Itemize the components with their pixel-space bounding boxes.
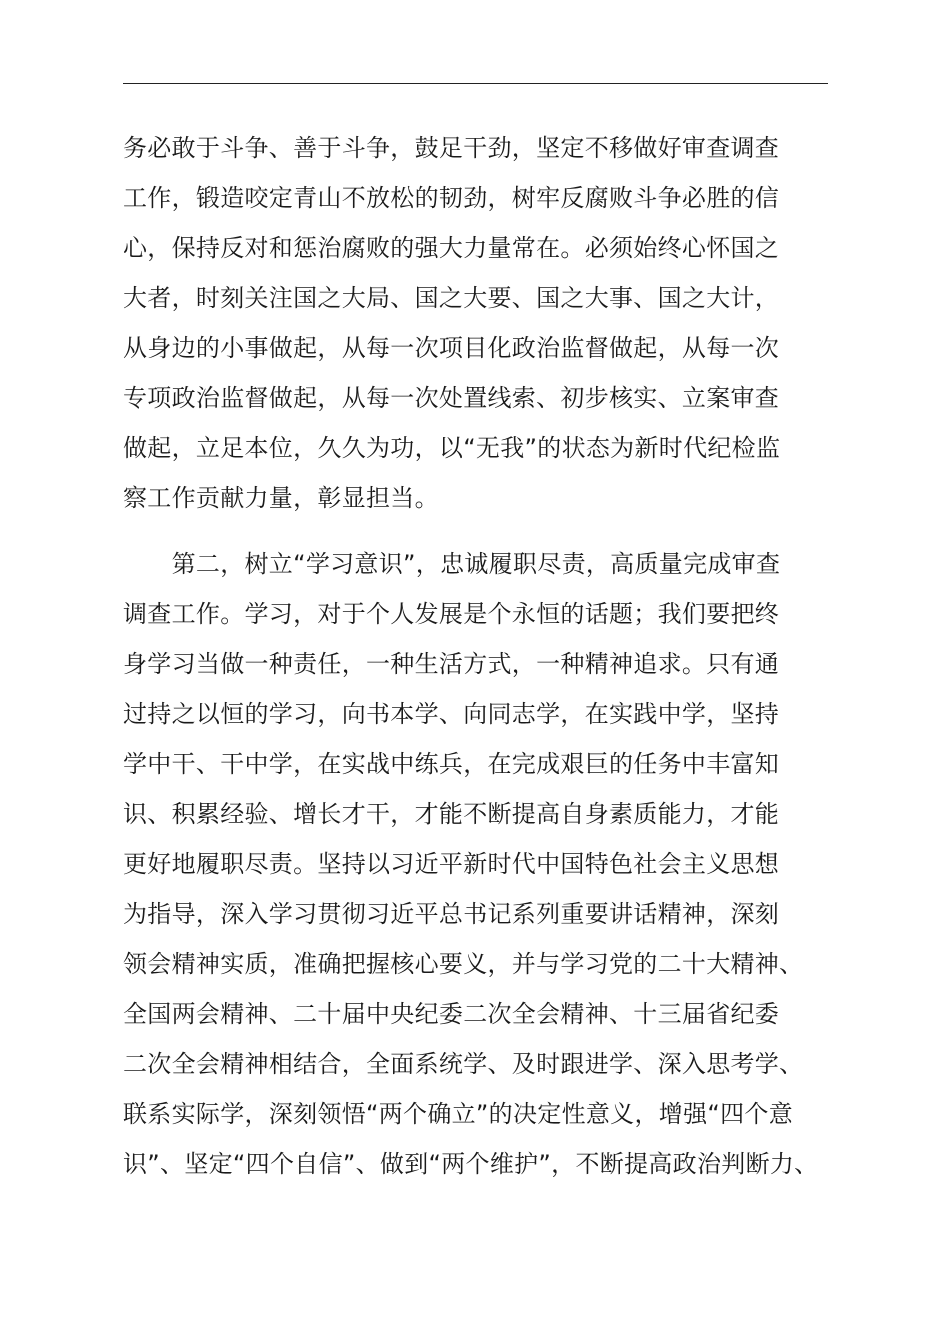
body-text bbox=[123, 123, 843, 1189]
text-line: 识”、坚定“四个自信”、做到“两个维护”，不断提高政治判断力、 bbox=[123, 1150, 819, 1178]
text-line: 察工作贡献力量，彰显担当。 bbox=[123, 484, 439, 512]
text-line: 识、积累经验、增长才干，才能不断提高自身素质能力，才能 bbox=[123, 800, 780, 828]
text-line: 第二，树立“学习意识”，忠诚履职尽责，高质量完成审查 bbox=[123, 550, 781, 578]
text-line: 更好地履职尽责。坚持以习近平新时代中国特色社会主义思想 bbox=[123, 850, 780, 878]
text-line: 学中干、干中学，在实战中练兵，在完成艰巨的任务中丰富知 bbox=[123, 750, 780, 778]
text-line: 领会精神实质，准确把握核心要义，并与学习党的二十大精神、 bbox=[123, 950, 804, 978]
text-line: 大者，时刻关注国之大局、国之大要、国之大事、国之大计， bbox=[123, 284, 780, 312]
paragraph-1 bbox=[123, 123, 843, 523]
text-line: 全国两会精神、二十届中央纪委二次全会精神、十三届省纪委 bbox=[123, 1000, 780, 1028]
text-line: 专项政治监督做起，从每一次处置线索、初步核实、立案审查 bbox=[123, 384, 780, 412]
header-rule bbox=[123, 83, 828, 84]
text-line: 做起，立足本位，久久为功，以“无我”的状态为新时代纪检监 bbox=[123, 434, 781, 462]
paragraph-2 bbox=[123, 539, 843, 1189]
paragraph-gap bbox=[123, 523, 843, 539]
text-line: 调查工作。学习，对于个人发展是个永恒的话题；我们要把终 bbox=[123, 600, 780, 628]
text-line: 从身边的小事做起，从每一次项目化政治监督做起，从每一次 bbox=[123, 334, 780, 362]
text-line: 心，保持反对和惩治腐败的强大力量常在。必须始终心怀国之 bbox=[123, 234, 780, 262]
text-line: 身学习当做一种责任，一种生活方式，一种精神追求。只有通 bbox=[123, 650, 780, 678]
text-line: 为指导，深入学习贯彻习近平总书记系列重要讲话精神，深刻 bbox=[123, 900, 780, 928]
text-line: 务必敢于斗争、善于斗争，鼓足干劲，坚定不移做好审查调查 bbox=[123, 134, 780, 162]
text-line: 工作，锻造咬定青山不放松的韧劲，树牢反腐败斗争必胜的信 bbox=[123, 184, 780, 212]
text-line: 过持之以恒的学习，向书本学、向同志学，在实践中学，坚持 bbox=[123, 700, 780, 728]
text-line: 联系实际学，深刻领悟“两个确立”的决定性意义，增强“四个意 bbox=[123, 1100, 793, 1128]
text-line: 二次全会精神相结合，全面系统学、及时跟进学、深入思考学、 bbox=[123, 1050, 804, 1078]
